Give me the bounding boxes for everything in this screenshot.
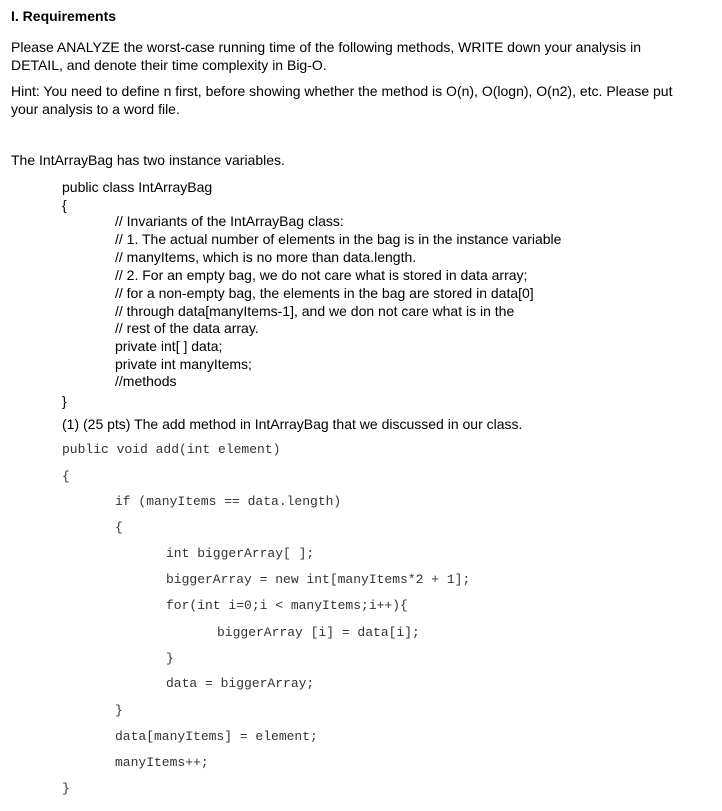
invariant-comment: // for a non-empty bag, the elements in the bag are stored in data[0]: [115, 285, 534, 301]
code-line: if (manyItems == data.length): [115, 494, 342, 509]
hint-line-2: your analysis to a word file.: [11, 101, 180, 117]
hint-line-1: Hint: You need to define n first, before showing whether the method is O(n), O(logn), O(n2), etc. Please put: [11, 83, 673, 99]
code-line: }: [62, 781, 70, 796]
invariant-comment: // 1. The actual number of elements in the bag is in the instance variable: [115, 231, 562, 247]
code-line: int biggerArray[ ];: [166, 546, 315, 561]
instructions-line-1: Please ANALYZE the worst-case running time of the following methods, WRITE down your analysis in: [11, 39, 642, 55]
code-line: manyItems++;: [115, 755, 209, 770]
invariant-comment: // 2. For an empty bag, we do not care what is stored in data array;: [115, 267, 528, 283]
class-close-brace: }: [62, 393, 67, 409]
invariant-comment: // through data[manyItems-1], and we don not care what is in the: [115, 303, 515, 319]
code-line: data[manyItems] = element;: [115, 729, 318, 744]
question-1: (1) (25 pts) The add method in IntArrayBag that we discussed in our class.: [62, 416, 523, 432]
code-line: for(int i=0;i < manyItems;i++){: [166, 598, 408, 613]
invariant-comment: // manyItems, which is no more than data.length.: [115, 249, 417, 265]
intro-text: The IntArrayBag has two instance variables.: [11, 152, 285, 168]
code-line: {: [62, 469, 70, 484]
code-line: }: [115, 703, 123, 718]
field-declaration: private int manyItems;: [115, 356, 252, 372]
section-heading: I. Requirements: [11, 8, 117, 24]
method-signature: public void add(int element): [62, 442, 281, 457]
invariant-comment: // Invariants of the IntArrayBag class:: [115, 213, 344, 229]
class-declaration: public class IntArrayBag: [62, 179, 213, 195]
class-open-brace: {: [62, 197, 67, 213]
methods-comment: //methods: [115, 373, 177, 389]
code-line: data = biggerArray;: [166, 676, 315, 691]
instructions-line-2: DETAIL, and denote their time complexity in Big-O.: [11, 57, 327, 73]
code-line: {: [115, 520, 123, 535]
invariant-comment: // rest of the data array.: [115, 320, 259, 336]
code-line: }: [166, 651, 174, 666]
field-declaration: private int[ ] data;: [115, 338, 223, 354]
code-line: biggerArray [i] = data[i];: [217, 625, 420, 640]
code-line: biggerArray = new int[manyItems*2 + 1];: [166, 572, 471, 587]
